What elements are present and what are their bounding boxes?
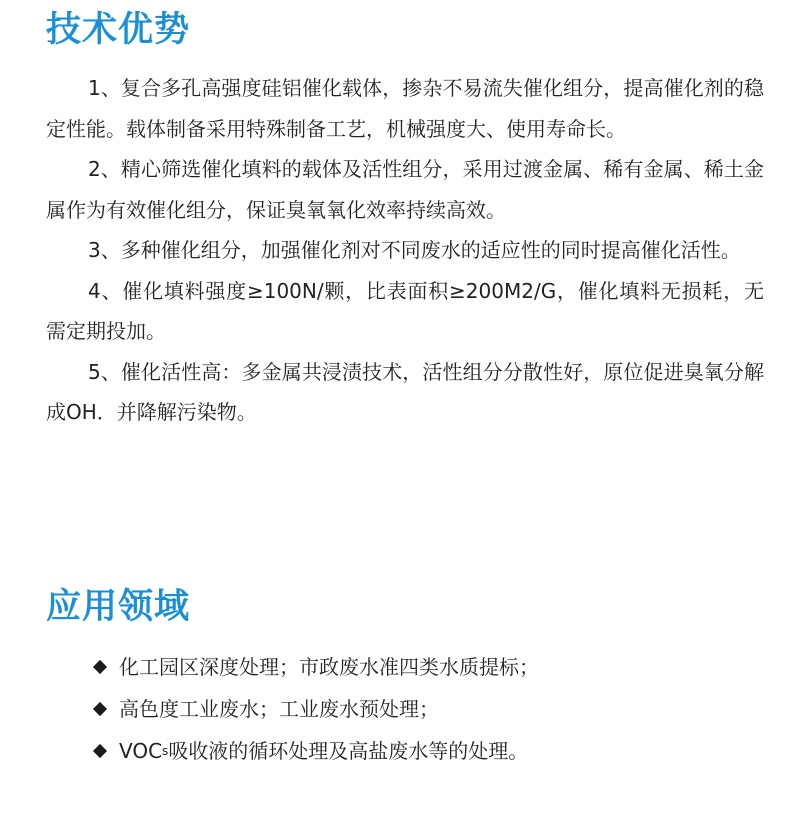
application-item-1 [92,646,539,688]
application-item-prefix: VOC [119,739,163,763]
section-title-advantages: 技术优势 [46,10,191,50]
diamond-bullet-icon [93,660,107,674]
application-item-2 [92,688,539,730]
advantage-paragraph-3: 3、多种催化组分，加强催化剂对不同废水的适应性的同时提高催化活性。 [88,238,741,262]
applications-list [92,646,539,772]
advantages-paragraphs [46,68,764,433]
application-item-3 [92,730,539,772]
application-item-text: 化工园区深度处理；市政废水准四类水质提标； [119,655,539,679]
application-item-text: 高色度工业废水；工业废水预处理； [119,697,439,721]
application-item-text: 吸收液的循环处理及高盐废水等的处理。 [168,739,529,763]
advantage-paragraph-2: 2、精心筛选催化填料的载体及活性组分，采用过渡金属、稀有金属、稀土金属作为有效催化组分，保证臭氧氧化效率持续高效。 [46,157,764,222]
diamond-bullet-icon [93,744,107,758]
diamond-bullet-icon [93,702,107,716]
advantage-paragraph-4: 4、催化填料强度≥100N/颗，比表面积≥200M2/G，催化填料无损耗，无需定期投加。 [46,278,764,343]
advantage-paragraph-5: 5、催化活性高：多金属共浸渍技术，活性组分分散性好，原位促进臭氧分解成OH．并降解污染物。 [46,359,764,424]
application-item-subscript: s [162,744,169,758]
section-title-applications: 应用领域 [46,587,191,627]
advantage-paragraph-1: 1、复合多孔高强度硅铝催化载体，掺杂不易流失催化组分，提高催化剂的稳定性能。载体制备采用特殊制备工艺，机械强度大、使用寿命长。 [46,76,764,141]
